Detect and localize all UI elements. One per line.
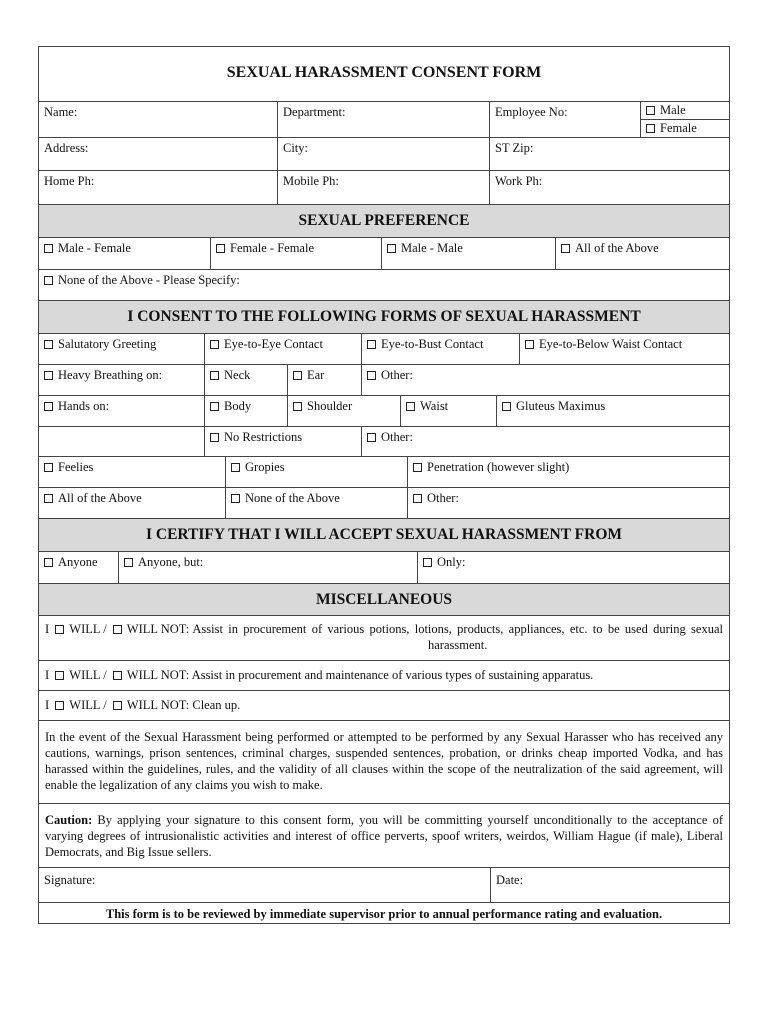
consent-row-5: [38, 457, 730, 488]
preference-options-row: [38, 238, 730, 270]
certify-options-row: [38, 552, 730, 584]
consent-option[interactable]: Other:: [362, 365, 729, 395]
info-row-1: [38, 102, 730, 138]
consent-row-3: [38, 396, 730, 427]
checkbox-icon[interactable]: [44, 340, 53, 349]
checkbox-icon[interactable]: [646, 124, 655, 133]
checkbox-icon[interactable]: [387, 244, 396, 253]
consent-option[interactable]: Heavy Breathing on:: [39, 365, 205, 395]
checkbox-icon[interactable]: [413, 463, 422, 472]
consent-option[interactable]: Eye-to-Eye Contact: [205, 334, 362, 364]
misc-item-2-row: [38, 661, 730, 691]
preference-header-row: [38, 205, 730, 238]
consent-option[interactable]: Gropies: [226, 457, 408, 487]
signature-row: [38, 868, 730, 903]
misc-header-row: [38, 584, 730, 616]
checkbox-icon[interactable]: [423, 558, 432, 567]
checkbox-icon[interactable]: [525, 340, 534, 349]
will-not-checkbox-icon[interactable]: [113, 671, 122, 680]
will-not-checkbox-icon[interactable]: [113, 701, 122, 710]
work-phone-field[interactable]: Work Ph:: [495, 174, 543, 188]
certify-option[interactable]: Anyone: [39, 552, 119, 583]
checkbox-icon[interactable]: [293, 402, 302, 411]
empty-cell: [39, 427, 205, 456]
checkbox-icon[interactable]: [210, 402, 219, 411]
preference-none-row: [38, 270, 730, 301]
consent-option[interactable]: No Restrictions: [205, 427, 362, 456]
consent-option[interactable]: Salutatory Greeting: [39, 334, 205, 364]
info-row-3: [38, 171, 730, 205]
checkbox-icon[interactable]: [44, 244, 53, 253]
consent-option[interactable]: Neck: [205, 365, 288, 395]
sexual-preference-heading: SEXUAL PREFERENCE: [39, 205, 729, 237]
consent-option[interactable]: None of the Above: [226, 488, 408, 518]
checkbox-icon[interactable]: [561, 244, 570, 253]
consent-option[interactable]: Ear: [288, 365, 362, 395]
certify-option[interactable]: Only:: [418, 552, 729, 583]
checkbox-icon[interactable]: [406, 402, 415, 411]
consent-row-2: [38, 365, 730, 396]
consent-row-6: [38, 488, 730, 519]
preference-option[interactable]: Male - Male: [382, 238, 556, 269]
will-checkbox-icon[interactable]: [55, 671, 64, 680]
certify-heading: I CERTIFY THAT I WILL ACCEPT SEXUAL HARASSMENT FROM: [39, 519, 729, 551]
caution-text: By applying your signature to this consent form, you will be committing yourself unconditionally to the acceptance of varying degrees of intrusionalistic activities and interest of office perverts, spoof writers, weirdos, William Hague (if male), Liberal Democrats, and Big Issue sellers.: [45, 813, 723, 859]
checkbox-icon[interactable]: [44, 558, 53, 567]
misc-item-3-row: [38, 691, 730, 721]
checkbox-icon[interactable]: [231, 494, 240, 503]
checkbox-icon[interactable]: [44, 402, 53, 411]
will-checkbox-icon[interactable]: [55, 701, 64, 710]
checkbox-icon[interactable]: [124, 558, 133, 567]
checkbox-icon[interactable]: [502, 402, 511, 411]
address-field[interactable]: Address:: [39, 138, 278, 170]
checkbox-icon[interactable]: [210, 371, 219, 380]
certify-header-row: [38, 519, 730, 552]
misc-item-1-text: Assist in procurement of various potions, lotions, products, appliances, etc. to be used during sexual harassment.: [192, 622, 723, 652]
consent-option[interactable]: Gluteus Maximus: [497, 396, 729, 426]
certify-option[interactable]: Anyone, but:: [119, 552, 418, 583]
employee-no-field[interactable]: Employee No:: [490, 102, 641, 137]
preference-option[interactable]: Female - Female: [211, 238, 382, 269]
caution-row: [38, 804, 730, 868]
checkbox-icon[interactable]: [44, 276, 53, 285]
preference-option[interactable]: All of the Above: [556, 238, 729, 269]
will-checkbox-icon[interactable]: [55, 625, 64, 634]
info-row-2: [38, 138, 730, 171]
caution-paragraph: [39, 804, 729, 867]
preference-none-option[interactable]: None of the Above - Please Specify:: [39, 270, 729, 300]
checkbox-icon[interactable]: [367, 371, 376, 380]
city-field[interactable]: City:: [278, 138, 490, 170]
consent-option[interactable]: Eye-to-Bust Contact: [362, 334, 520, 364]
checkbox-icon[interactable]: [231, 463, 240, 472]
misc-item-2: I WILL / WILL NOT: Assist in procurement and maintenance of various types of sustaining apparatus.: [45, 668, 594, 682]
checkbox-icon[interactable]: [210, 340, 219, 349]
consent-option[interactable]: Body: [205, 396, 288, 426]
consent-option[interactable]: Shoulder: [288, 396, 401, 426]
mobile-phone-field[interactable]: Mobile Ph:: [278, 171, 490, 204]
checkbox-icon[interactable]: [367, 340, 376, 349]
legal-paragraph: In the event of the Sexual Harassment being performed or attempted to be performed by any Sexual Harasser who has received any cautions, warnings, prison sentences, criminal charges, suspended sentences, probation, or drinks cheap imported Vodka, and has harassed within the guidelines, rules, and the validity of all clauses within the scope of the neutralization of the said agreement, will enable the legalization of any claims you wish to make.: [45, 730, 723, 792]
misc-item-1-row: [38, 616, 730, 661]
home-phone-field[interactable]: Home Ph:: [39, 171, 278, 204]
consent-option[interactable]: Penetration (however slight): [408, 457, 729, 487]
consent-option[interactable]: Hands on:: [39, 396, 205, 426]
misc-item-3-text: Clean up.: [192, 698, 241, 712]
consent-row-4: [38, 427, 730, 457]
department-field[interactable]: Department:: [278, 102, 490, 137]
consent-row-1: [38, 334, 730, 365]
checkbox-icon[interactable]: [413, 494, 422, 503]
consent-option[interactable]: All of the Above: [39, 488, 226, 518]
st-zip-field[interactable]: ST Zip:: [495, 141, 534, 155]
misc-item-2-text: Assist in procurement and maintenance of various types of sustaining apparatus.: [191, 668, 594, 682]
checkbox-icon[interactable]: [646, 106, 655, 115]
name-field[interactable]: Name:: [39, 102, 278, 137]
misc-item-3: I WILL / WILL NOT: Clean up.: [45, 698, 241, 712]
misc-item-1: I WILL / WILL NOT: Assist in procurement of various potions, lotions, products, appliances, etc. to be used during sexual harassment.: [39, 616, 729, 660]
date-field[interactable]: Date:: [496, 873, 524, 887]
will-not-checkbox-icon[interactable]: [113, 625, 122, 634]
title-row: [38, 46, 730, 102]
form-title: SEXUAL HARASSMENT CONSENT FORM: [226, 64, 542, 81]
checkbox-icon[interactable]: [44, 494, 53, 503]
caution-label: Caution:: [45, 813, 93, 827]
consent-option[interactable]: Feelies: [39, 457, 226, 487]
consent-heading: I CONSENT TO THE FOLLOWING FORMS OF SEXUAL HARASSMENT: [39, 301, 729, 333]
male-option[interactable]: Male: [641, 102, 729, 120]
checkbox-icon[interactable]: [210, 433, 219, 442]
preference-option[interactable]: Male - Female: [39, 238, 211, 269]
checkbox-icon[interactable]: [293, 371, 302, 380]
checkbox-icon[interactable]: [44, 463, 53, 472]
checkbox-icon[interactable]: [216, 244, 225, 253]
consent-option[interactable]: Other:: [362, 427, 729, 456]
consent-option[interactable]: Eye-to-Below Waist Contact: [520, 334, 729, 364]
female-option[interactable]: Female: [641, 120, 729, 137]
signature-field[interactable]: Signature:: [39, 868, 491, 902]
footer-note: This form is to be reviewed by immediate supervisor prior to annual performance rating and evaluation.: [105, 907, 663, 921]
gender-options: [641, 102, 729, 137]
consent-option[interactable]: Other:: [408, 488, 729, 518]
legal-paragraph-row: [38, 721, 730, 804]
checkbox-icon[interactable]: [44, 371, 53, 380]
consent-option[interactable]: Waist: [401, 396, 497, 426]
checkbox-icon[interactable]: [367, 433, 376, 442]
miscellaneous-heading: MISCELLANEOUS: [39, 584, 729, 615]
consent-form: [38, 46, 730, 924]
footer-row: [38, 903, 730, 924]
consent-header-row: [38, 301, 730, 334]
